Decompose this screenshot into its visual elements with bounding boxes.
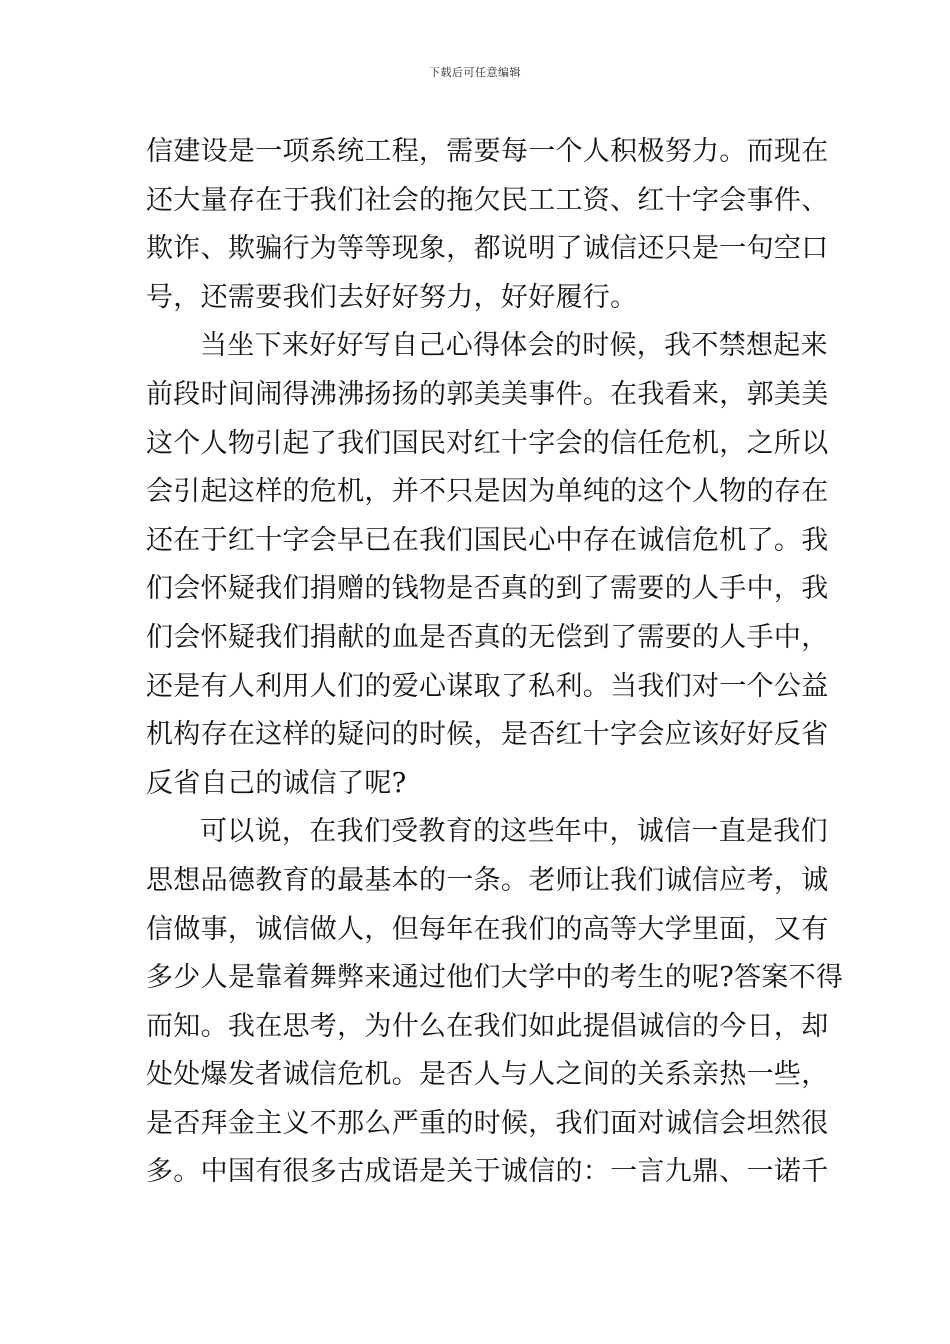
text-line: 机构存在这样的疑问的时候，是否红十字会应该好好反省 [146,719,829,751]
text-line: 号，还需要我们去好好努力，好好履行。 [146,281,638,313]
text-line: 们会怀疑我们捐献的血是否真的无偿到了需要的人手中， [146,621,829,653]
page-header: 下载后可任意编辑 [429,66,521,79]
text-line: 信做事，诚信做人，但每年在我们的高等大学里面，又有 [146,913,829,945]
text-line: 还在于红十字会早已在我们国民心中存在诚信危机了。我 [146,524,829,556]
text-line: 多少人是靠着舞弊来通过他们大学中的考生的呢?答案不得 [146,962,844,994]
text-line: 还大量存在于我们社会的拖欠民工工资、红十字会事件、 [146,184,829,216]
text-line: 思想品德教育的最基本的一条。老师让我们诚信应考，诚 [146,864,829,896]
paragraph-2 [146,322,829,808]
text-line: 反省自己的诚信了呢? [146,767,407,799]
text-line: 处处爆发者诚信危机。是否人与人之间的关系亲热一些， [146,1059,829,1091]
text-line: 信建设是一项系统工程，需要每一个人积极努力。而现在 [146,136,829,167]
text-line: 前段时间闹得沸沸扬扬的郭美美事件。在我看来，郭美美 [146,378,829,410]
paragraph-3 [146,808,844,1197]
text-line: 们会怀疑我们捐赠的钱物是否真的到了需要的人手中，我 [146,573,829,605]
paragraph-1 [146,128,829,322]
text-line: 这个人物引起了我们国民对红十字会的信任危机，之所以 [146,427,829,459]
text-line: 欺诈、欺骗行为等等现象，都说明了诚信还只是一句空口 [146,233,829,265]
text-line: 多。中国有很多古成语是关于诚信的：一言九鼎、一诺千 [146,1156,829,1188]
text-line: 还是有人利用人们的爱心谋取了私利。当我们对一个公益 [146,670,829,702]
text-line: 会引起这样的危机，并不只是因为单纯的这个人物的存在 [146,476,829,508]
text-line: 而知。我在思考，为什么在我们如此提倡诚信的今日，却 [146,1010,829,1042]
text-line: 当坐下来好好写自己心得体会的时候，我不禁想起来 [200,330,828,362]
text-line: 是否拜金主义不那么严重的时候，我们面对诚信会坦然很 [146,1107,829,1139]
text-line: 可以说，在我们受教育的这些年中，诚信一直是我们 [200,816,828,848]
document-body [146,128,844,1197]
